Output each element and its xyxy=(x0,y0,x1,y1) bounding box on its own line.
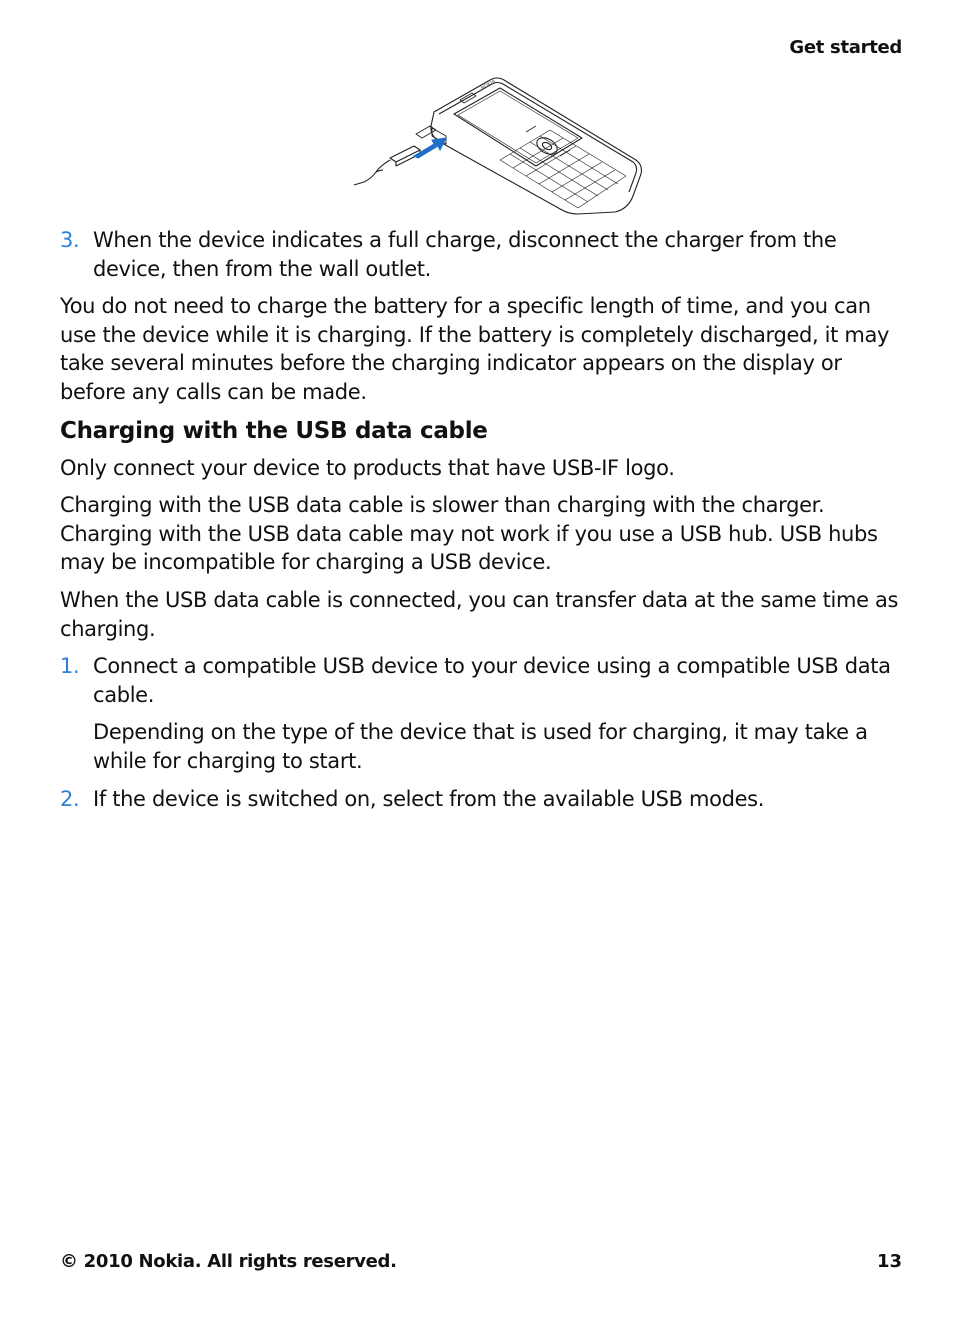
brand-logo-text: NOKIA xyxy=(480,78,497,92)
charger-cable xyxy=(354,160,390,185)
step-note: Depending on the type of the device that is used for charging, it may take a while for charging to start. xyxy=(93,720,868,773)
step-item xyxy=(60,785,905,814)
step-item xyxy=(60,226,905,283)
charger-plug xyxy=(390,146,420,162)
phone-keyboard xyxy=(500,130,626,208)
copyright-notice: © 2010 Nokia. All rights reserved. xyxy=(60,1251,397,1272)
step-text: Connect a compatible USB device to your device using a compatible USB data cable. xyxy=(93,654,891,707)
step-text: If the device is switched on, select from the available USB modes. xyxy=(93,786,765,811)
page-content xyxy=(60,226,905,822)
step-text: When the device indicates a full charge, disconnect the charger from the device, then from the wall outlet. xyxy=(93,228,837,281)
running-header: Get started xyxy=(789,37,902,58)
usb-transfer-paragraph: When the USB data cable is connected, you can transfer data at the same time as charging. xyxy=(60,587,899,641)
section-heading: Charging with the USB data cable xyxy=(60,417,488,444)
phone-charging-illustration-svg xyxy=(350,74,650,216)
usb-logo-paragraph: Only connect your device to products that have USB-IF logo. xyxy=(60,455,675,480)
usb-speed-paragraph: Charging with the USB data cable is slower than charging with the charger. Charging with the USB data cable may not work if you use a USB hub. USB hubs may be incompatible for charging a USB device. xyxy=(60,493,878,575)
battery-paragraph: You do not need to charge the battery for a specific length of time, and you can use the device while it is charging. If the battery is completely discharged, it may take several minutes before the charging indicator appears on the display or before any calls can be made. xyxy=(60,294,890,404)
page-number: 13 xyxy=(876,1251,902,1272)
insert-arrow xyxy=(414,138,446,158)
step-number: 3. xyxy=(60,228,80,252)
step-number: 1. xyxy=(60,654,80,679)
phone-charging-illustration xyxy=(350,74,650,216)
step-item xyxy=(60,652,905,709)
step-number: 2. xyxy=(60,786,80,811)
